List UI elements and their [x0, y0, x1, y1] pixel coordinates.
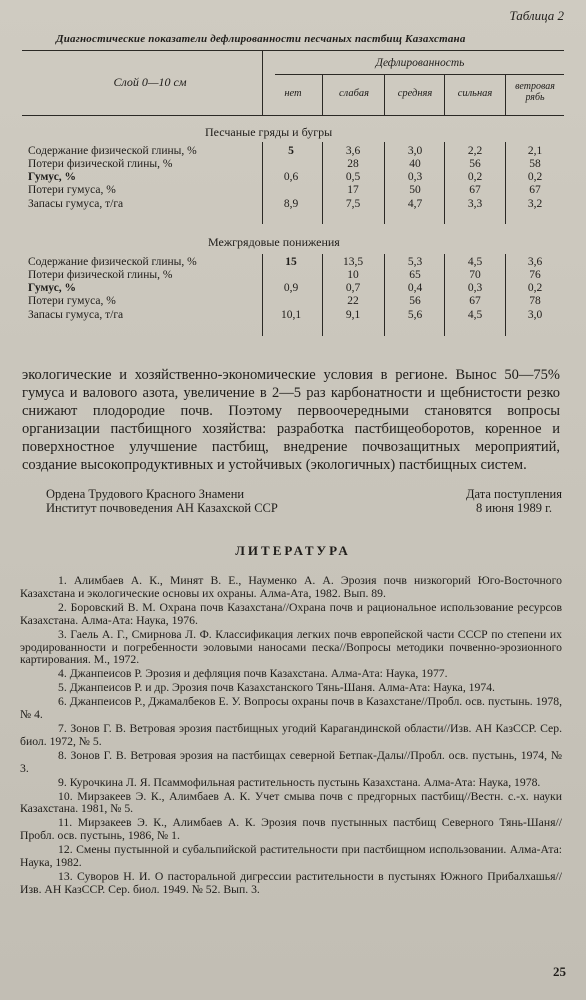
table-title: Диагностические показатели дефлированности песчаных пастбищ Казахстана — [56, 33, 466, 45]
table-cell: 3,0 — [407, 145, 423, 157]
layer-label: Слой 0—10 см — [113, 75, 187, 89]
table-cell: 0,7 — [345, 282, 361, 294]
reference-item: 2. Боровский В. М. Охрана почв Казахстана//Охрана почв и рациональное использование ресурсов Казахстана. Алма-Ата: Наука, 1976. — [20, 600, 562, 627]
table-cell: 0,2 — [527, 282, 543, 294]
col-header-0: нет — [284, 88, 302, 99]
reference-item: 11. Мирзакеев Э. К., Алимбаев А. К. Эрозия почв пустынных пастбищ Северного Тянь-Шаня//Пробл. осв. пустынь, 1986, № 1. — [20, 816, 562, 843]
table-cell: 70 — [469, 269, 481, 281]
header-divider-4 — [505, 74, 506, 115]
table-cell: 3,6 — [527, 256, 543, 268]
affiliation-line-1: Ордена Трудового Красного Знамени — [46, 487, 245, 501]
row-label: Запасы гумуса, т/га — [28, 309, 124, 321]
table-cell: 56 — [469, 158, 481, 170]
table-cell: 5,3 — [407, 256, 423, 268]
received-date-line-2: 8 июня 1989 г. — [476, 501, 552, 515]
row-label: Гумус, % — [28, 282, 77, 294]
body-divider-2-b — [384, 254, 385, 336]
table-cell: 56 — [409, 295, 421, 307]
body-divider-1 — [322, 142, 323, 224]
table-top-rule — [22, 50, 564, 51]
header-divider-3 — [444, 74, 445, 115]
table-cell: 0,3 — [407, 171, 423, 183]
table-cell: 67 — [469, 295, 481, 307]
reference-item: 13. Суворов Н. И. О пасторальной дигрессии растительности в пустынях Южного Прибалхашья//Изв. АН КазССР. Сер. биол. 1949. № 52. Вып. 3. — [20, 869, 562, 896]
affiliation-line-2: Институт почвоведения АН Казахской ССР — [46, 501, 278, 515]
col-header-4: ветровая рябь — [515, 81, 555, 103]
literature-heading: ЛИТЕРАТУРА — [235, 543, 351, 558]
table-cell: 0,2 — [467, 171, 483, 183]
page-number: 25 — [553, 964, 566, 979]
table-cell: 4,5 — [467, 256, 483, 268]
table-cell: 13,5 — [342, 256, 364, 268]
row-label: Запасы гумуса, т/га — [28, 198, 124, 210]
body-divider-1-b — [322, 254, 323, 336]
body-divider-4-b — [505, 254, 506, 336]
group-header-rule — [275, 74, 564, 75]
reference-item: 4. Джанпеисов Р. Эрозия и дефляция почв Казахстана. Алма-Ата: Наука, 1977. — [58, 667, 448, 681]
table-cell: 65 — [409, 269, 421, 281]
affiliation — [46, 487, 278, 515]
table-cell: 5 — [288, 145, 294, 157]
row-label: Потери физической глины, % — [28, 158, 173, 170]
table-cell: 4,5 — [467, 309, 483, 321]
received-date — [466, 487, 562, 515]
header-bottom-rule — [22, 115, 564, 116]
table-cell: 76 — [529, 269, 541, 281]
table-cell: 78 — [529, 295, 541, 307]
reference-item: 3. Гаель А. Г., Смирнова Л. Ф. Классификация легких почв европейской части СССР по степени их эродированности и погребенности эоловыми наносами песка//Вопросы методики почвенно-эрозионного картирования. М., 1972. — [20, 627, 562, 667]
row-label: Потери гумуса, % — [28, 184, 116, 196]
table-cell: 8,9 — [283, 198, 299, 210]
body-paragraph — [22, 366, 560, 474]
table-cell: 3,6 — [345, 145, 361, 157]
table-cell: 10 — [347, 269, 359, 281]
table-number: Таблица 2 — [509, 8, 564, 23]
table-cell: 0,4 — [407, 282, 423, 294]
col-header-3: сильная — [457, 88, 493, 99]
table-cell: 0,3 — [467, 282, 483, 294]
table-cell: 0,6 — [283, 171, 299, 183]
table-cell: 0,2 — [527, 171, 543, 183]
table-cell: 15 — [285, 256, 297, 268]
table-cell: 2,1 — [527, 145, 543, 157]
table-cell: 58 — [529, 158, 541, 170]
row-label: Гумус, % — [28, 171, 77, 183]
received-date-line-1: Дата поступления — [466, 487, 562, 501]
table-cell: 2,2 — [467, 145, 483, 157]
reference-item: 1. Алимбаев А. К., Минят В. Е., Науменко А. А. Эрозия почв низкогорий Юго-Восточного Казахстана и экологические основы их охраны. Алма-Ата, 1982. Вып. 89. — [20, 574, 562, 600]
table-cell: 7,5 — [345, 198, 361, 210]
table-cell: 3,0 — [527, 309, 543, 321]
row-label: Содержание физической глины, % — [28, 256, 197, 268]
reference-item: 12. Смены пустынной и субальпийской растительности при пастбищном использовании. Алма-Ата: Наука, 1982. — [20, 843, 562, 870]
row-label: Содержание физической глины, % — [28, 145, 197, 157]
col-header-2: средняя — [397, 88, 433, 99]
table-cell: 28 — [347, 158, 359, 170]
body-divider-main-b — [262, 254, 263, 336]
header-divider-2 — [384, 74, 385, 115]
table-cell: 3,3 — [467, 198, 483, 210]
reference-item: 7. Зонов Г. В. Ветровая эрозия пастбищных угодий Карагандинской области//Изв. АН КазССР. Сер. биол. 1972, № 5. — [20, 721, 562, 748]
reference-item: 8. Зонов Г. В. Ветровая эрозия на пастбищах северной Бетпак-Далы//Пробл. осв. пустынь, 1974, № 3. — [20, 748, 562, 775]
reference-item: 5. Джанпеисов Р. и др. Эрозия почв Казахстанского Тянь-Шаня. Алма-Ата: Наука, 1974. — [58, 681, 495, 695]
table-cell: 0,9 — [283, 282, 299, 294]
col-header-1: слабая — [338, 88, 370, 99]
group-header: Дефлированность — [375, 57, 465, 69]
table-cell: 10,1 — [280, 309, 302, 321]
section-heading-1: Песчаные гряды и бугры — [205, 125, 333, 139]
reference-list — [20, 575, 562, 898]
table-cell: 22 — [347, 295, 359, 307]
table-cell: 40 — [409, 158, 421, 170]
body-divider-4 — [505, 142, 506, 224]
body-divider-main — [262, 142, 263, 224]
table-cell: 17 — [347, 184, 359, 196]
reference-item: 10. Мирзакеев Э. К., Алимбаев А. К. Учет смыва почв с предгорных пастбищ//Вестн. с.-х. науки Казахстана. 1981, № 5. — [20, 789, 562, 816]
reference-item: 9. Курочкина Л. Я. Псаммофильная растительность пустынь Казахстана. Алма-Ата: Наука, 1978. — [58, 775, 541, 789]
table-cell: 50 — [409, 184, 421, 196]
row-label: Потери физической глины, % — [28, 269, 173, 281]
body-divider-3-b — [444, 254, 445, 336]
section-heading-2: Межгрядовые понижения — [208, 235, 340, 249]
header-divider-1 — [322, 74, 323, 115]
table-cell: 67 — [469, 184, 481, 196]
table-cell: 5,6 — [407, 309, 423, 321]
table-cell: 67 — [529, 184, 541, 196]
table-cell: 0,5 — [345, 171, 361, 183]
body-divider-2 — [384, 142, 385, 224]
row-label: Потери гумуса, % — [28, 295, 116, 307]
table-cell: 9,1 — [345, 309, 361, 321]
body-paragraph-text: экологические и хозяйственно-экономические условия в регионе. Вынос 50—75% гумуса и валового азота, увеличение в 2—5 раз карбонатности и щебнистости резко снижают плодородие почв. Поэтому первоочередными становятся вопросы организации пастбищного хозяйства: разработка пастбищеоборотов, коренное и поверхностное улучшение пастбищ, внедрение почвозащитных мероприятий, создание высокопродуктивных и устойчивых (экологичных) пастбищных систем. — [22, 367, 560, 473]
reference-item: 6. Джанпеисов Р., Джамалбеков Е. У. Вопросы охраны почв в Казахстане//Пробл. осв. пустынь. 1978, № 4. — [20, 695, 562, 722]
table-cell: 4,7 — [407, 198, 423, 210]
table-cell: 3,2 — [527, 198, 543, 210]
body-divider-3 — [444, 142, 445, 224]
header-divider-main — [262, 50, 263, 115]
